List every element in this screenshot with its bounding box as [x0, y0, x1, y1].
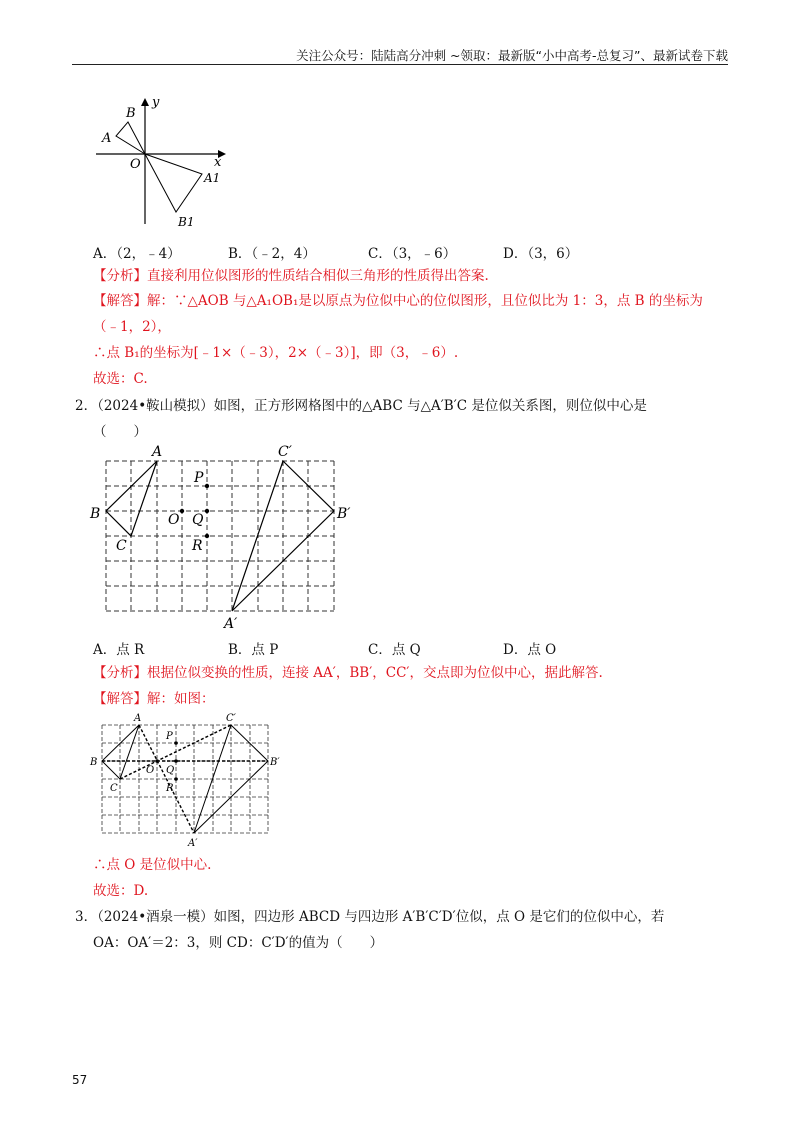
label-C-prime: C′: [278, 444, 292, 460]
q1-option-d[interactable]: D．（3，6）: [503, 246, 579, 262]
label-P: P: [166, 731, 173, 742]
analysis-tag: 【分析】: [93, 665, 147, 681]
label-C: C: [110, 783, 118, 794]
label-C: C: [116, 538, 127, 554]
q1-option-c[interactable]: C．（3，﹣6）: [368, 246, 457, 262]
label-B: B: [90, 757, 98, 768]
q3-stem-line1: 3．（2024•酒泉一模）如图，四边形 ABCD 与四边形 A′B′C′D′位似，点 O 是它们的位似中心，若: [75, 909, 665, 925]
label-A-prime: A′: [188, 838, 198, 849]
label-Q: Q: [192, 512, 204, 528]
q1-solution-line1: [93, 292, 703, 310]
q1-analysis: [93, 267, 489, 285]
analysis-text: 直接利用位似图形的性质结合相似三角形的性质得出答案.: [147, 268, 489, 284]
label-B-prime: B′: [270, 757, 280, 768]
q1-answer: 故选：C.: [93, 371, 148, 387]
page-header: 关注公众号：陆陆高分冲刺 ~领取：最新版“小中高考-总复习”、最新试卷下载: [296, 48, 728, 63]
label-R: R: [166, 783, 174, 794]
label-y: y: [152, 95, 160, 110]
q2-option-d[interactable]: D．点 O: [503, 642, 557, 658]
label-B-prime: B′: [337, 506, 351, 522]
label-R: R: [192, 538, 203, 554]
q3-stem-line2: OA：OA′＝2：3，则 CD：C′D′的值为（ ）: [93, 935, 384, 951]
label-x: x: [214, 155, 222, 170]
label-B1: B1: [178, 215, 195, 229]
label-P: P: [194, 470, 204, 486]
q2-solution: [93, 690, 215, 708]
q2-solution-figure: [88, 712, 288, 852]
q2-conclusion: ∴点 O 是位似中心.: [93, 857, 212, 873]
solution-tag: 【解答】: [93, 293, 147, 309]
q1-coordinate-figure: [92, 94, 232, 230]
header-rule: [72, 64, 728, 65]
q2-analysis: [93, 664, 603, 682]
solution-text: 解：∵△AOB 与△A₁OB₁是以原点为位似中心的位似图形，且位似比为 1：3，点 B 的坐标为: [147, 293, 703, 309]
q1-solution-line2: （﹣1，2），: [93, 319, 171, 335]
q2-stem-line1: 2．（2024•鞍山模拟）如图，正方形网格图中的△ABC 与△A′B′C 是位似关系图，则位似中心是: [75, 398, 647, 414]
analysis-text: 根据位似变换的性质，连接 AA′，BB′，CC′，交点即为位似中心，据此解答.: [147, 665, 603, 681]
label-A1: A1: [204, 171, 221, 185]
analysis-tag: 【分析】: [93, 268, 147, 284]
q2-option-a[interactable]: A．点 R: [93, 642, 145, 658]
label-Q: Q: [166, 765, 175, 776]
label-B: B: [126, 106, 136, 121]
q2-option-c[interactable]: C．点 Q: [368, 642, 421, 658]
q1-option-a[interactable]: A．（2，﹣4）: [93, 246, 181, 262]
label-A: A: [134, 713, 142, 724]
solution-text: 解：如图：: [147, 691, 215, 707]
label-O: O: [130, 157, 141, 172]
q1-solution-line3: ∴点 B₁的坐标为[﹣1×（﹣3），2×（﹣3）]，即（3，﹣6）.: [93, 345, 459, 361]
solution-tag: 【解答】: [93, 691, 147, 707]
label-B: B: [90, 506, 101, 522]
q1-option-b[interactable]: B．（﹣2，4）: [228, 246, 316, 262]
label-O: O: [168, 512, 180, 528]
q2-stem-line2: （ ）: [93, 424, 147, 440]
label-C-prime: C′: [226, 713, 236, 724]
q2-option-b[interactable]: B．点 P: [228, 642, 279, 658]
q2-answer: 故选：D.: [93, 883, 149, 899]
q2-grid-figure: [86, 442, 356, 632]
label-A-prime: A′: [224, 616, 238, 632]
label-A: A: [152, 444, 163, 460]
page-number: 57: [72, 1073, 88, 1087]
label-O: O: [146, 765, 155, 776]
label-A: A: [102, 131, 112, 146]
